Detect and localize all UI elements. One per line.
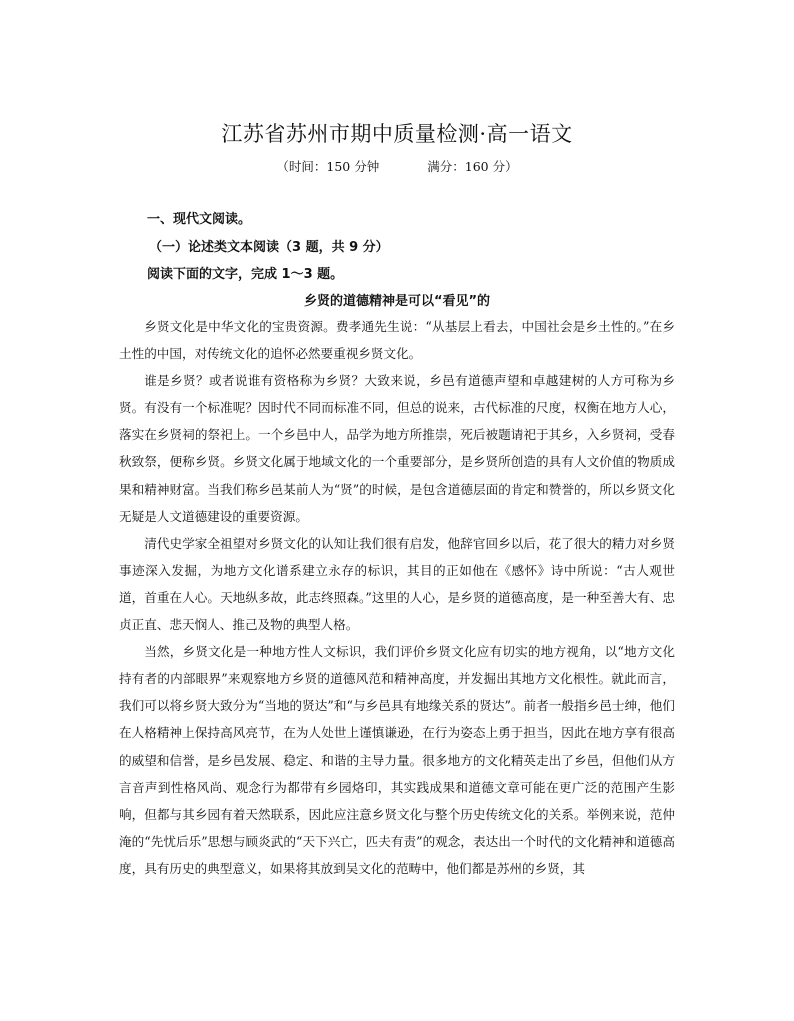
article-paragraph: 清代史学家全祖望对乡贤文化的认知让我们很有启发，他辞官回乡以后，花了很大的精力对乡贤事迹深入发掘，为地方文化谱系建立永存的标识，其目的正如他在《感怀》诗中所说：“古人观世道，首重在人心。天地纵多故，此志终照森。”这里的人心，是乡贤的道德高度，是一种至善大有、忠贞正直、悲天悯人、推己及物的典型人格。 — [119, 535, 675, 633]
score-info: 满分：160 分） — [427, 159, 518, 174]
exam-time-score-line — [0, 157, 794, 175]
exam-title: 江苏省苏州市期中质量检测·高一语文 — [221, 122, 573, 146]
article-paragraph: 乡贤文化是中华文化的宝贵资源。费孝通先生说：“从基层上看去，中国社会是乡土性的。”在乡土性的中国，对传统文化的追怀必然要重视乡贤文化。 — [119, 319, 675, 362]
section-heading-modern-reading: 一、现代文阅读。 — [147, 212, 252, 227]
article-paragraph: 当然，乡贤文化是一种地方性人文标识，我们评价乡贤文化应有切实的地方视角，以“地方文化持有者的内部眼界”来观察地方乡贤的道德风范和精神高度，并发掘出其地方文化根性。就此而言，我们可以将乡贤大致分为“当地的贤达”和“与乡邑具有地缘关系的贤达”。前者一般指乡邑士绅，他们在人格精神上保持高风亮节，在为人处世上谨慎谦逊，在行为姿态上勇于担当，因此在地方享有很高的威望和信誉，是乡邑发展、稳定、和谐的主导力量。很多地方的文化精英走出了乡邑，但他们从方言音声到性格风尚、观念行为都带有乡园烙印，其实践成果和道德文章可能在更广泛的范围产生影响，但都与其乡园有着天然联系，因此应注意乡贤文化与整个历史传统文化的关系。举例来说，范仲淹的“先忧后乐”思想与顾炎武的“天下兴亡，匹夫有责”的观念，表达出一个时代的文化精神和道德高度，具有历史的典型意义，如果将其放到吴文化的范畴中，他们都是苏州的乡贤，其 — [119, 644, 675, 876]
time-info: （时间：150 分钟 — [276, 159, 380, 174]
article-paragraph: 谁是乡贤？或者说谁有资格称为乡贤？大致来说，乡邑有道德声望和卓越建树的人方可称为乡贤。有没有一个标准呢？因时代不同而标准不同，但总的说来，古代标准的尺度，权衡在地方人心，落实在乡贤祠的祭祀上。一个乡邑中人，品学为地方所推崇，死后被题请祀于其乡，入乡贤祠，受春秋致祭，便称乡贤。乡贤文化属于地域文化的一个重要部分，是乡贤所创造的具有人文价值的物质成果和精神财富。当我们称乡邑某前人为“贤”的时候，是包含道德层面的肯定和赞誉的，所以乡贤文化无疑是人文道德建设的重要资源。 — [119, 373, 675, 524]
subsection-heading-argumentative: （一）论述类文本阅读（3 题，共 9 分） — [149, 240, 389, 255]
reading-instruction: 阅读下面的文字，完成 1～3 题。 — [147, 267, 344, 282]
article-title: 乡贤的道德精神是可以“看见”的 — [303, 294, 491, 309]
article-body — [119, 313, 675, 882]
